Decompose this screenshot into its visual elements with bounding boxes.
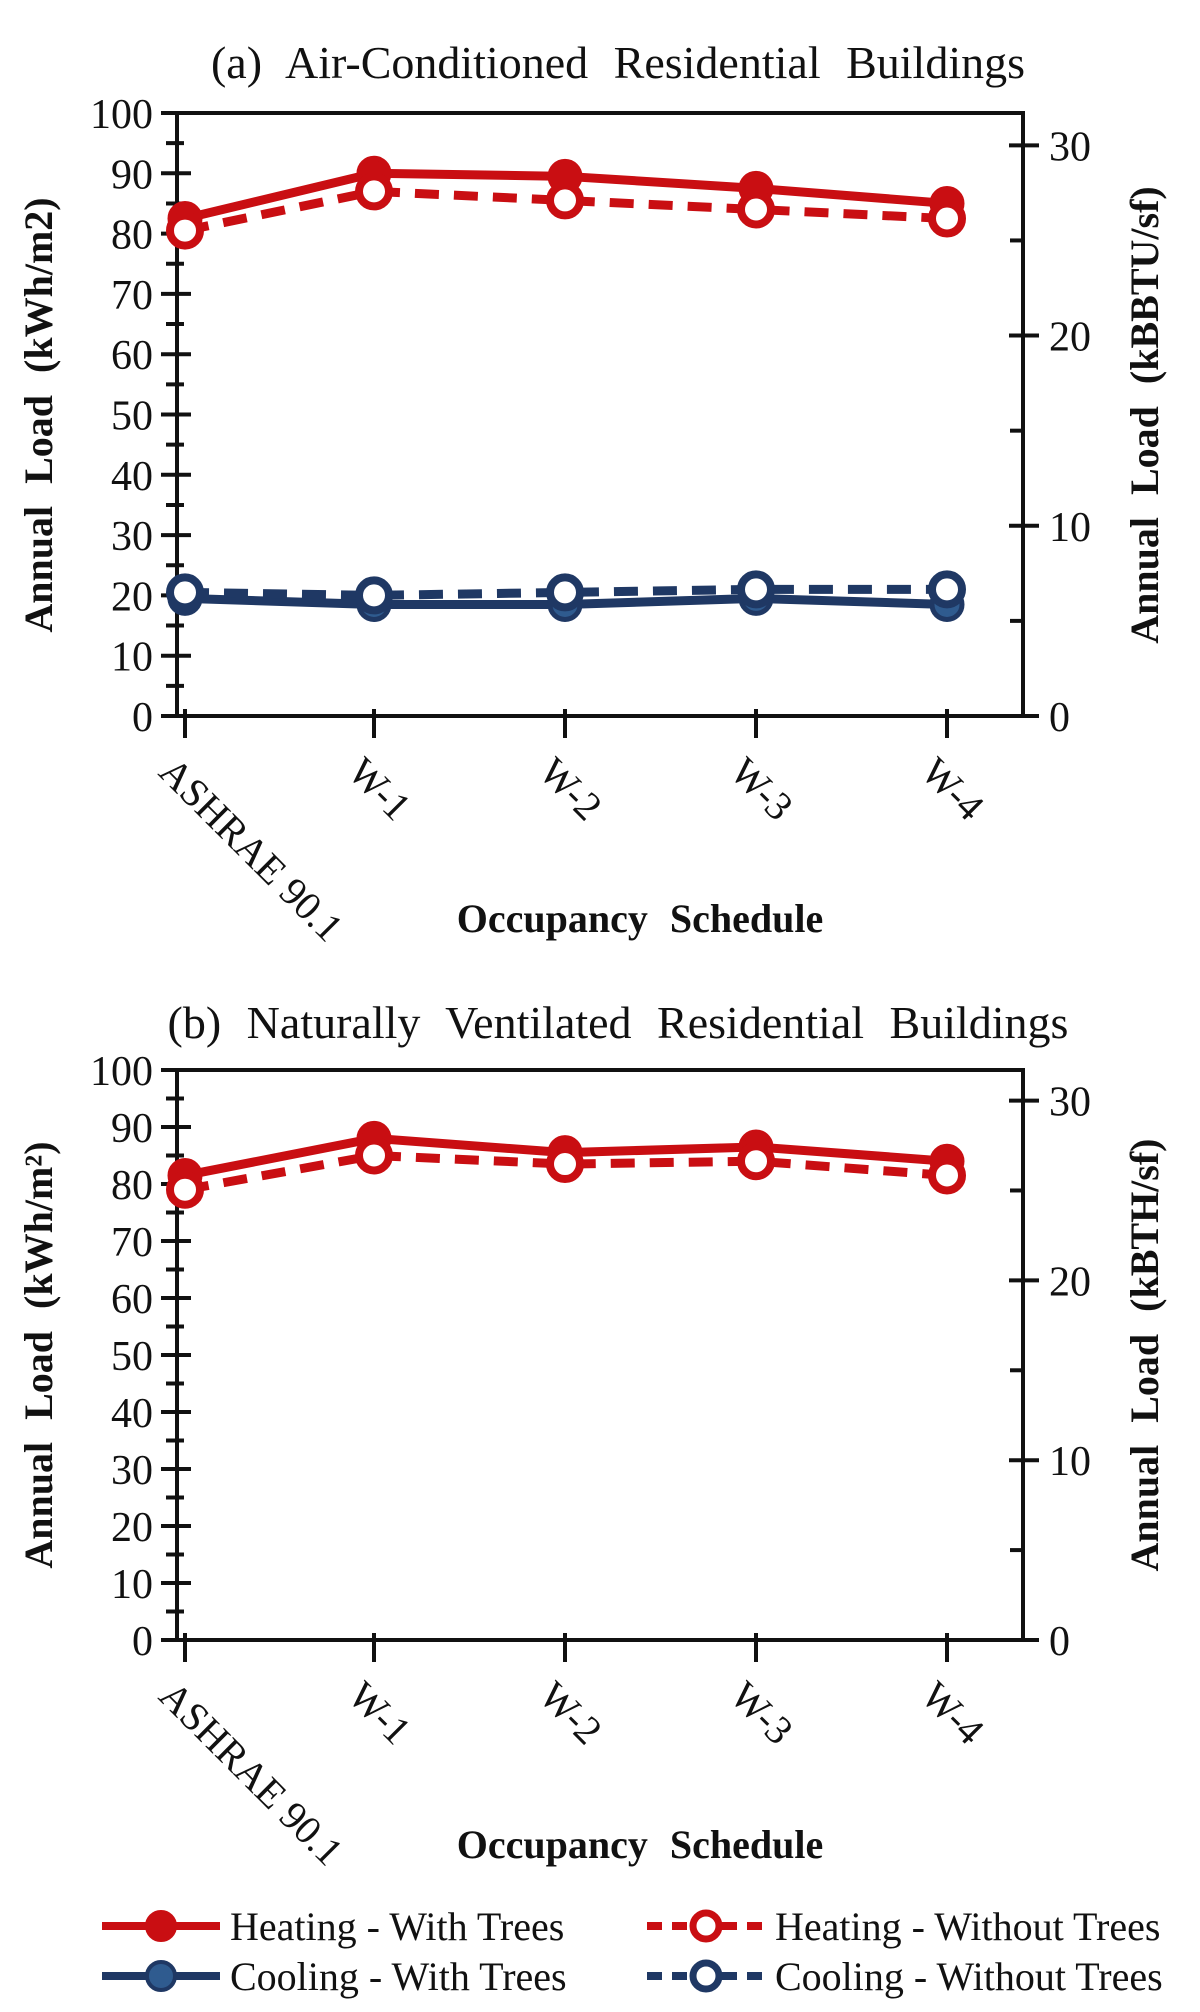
category-label: W-2 — [530, 1672, 612, 1754]
chart-b-title: (b) Naturally Ventilated Residential Buildings — [167, 997, 1069, 1048]
left-y-tick-label: 100 — [90, 92, 153, 138]
left-y-tick-label: 10 — [111, 634, 153, 681]
data-point-marker — [932, 1160, 962, 1190]
legend-item-heating-with-trees — [100, 1903, 645, 1949]
right-y-tick-label: 0 — [1049, 1619, 1070, 1665]
data-point-marker — [550, 185, 580, 215]
left-y-tick-label: 60 — [111, 333, 153, 380]
left-y-tick-label: 50 — [111, 393, 153, 440]
data-point-marker — [170, 216, 200, 246]
data-point-marker — [741, 194, 771, 224]
category-label: W-1 — [339, 748, 421, 830]
legend-sample-heating-without-trees-icon — [645, 1906, 767, 1946]
category-label: ASHRAE 90.1 — [150, 1672, 353, 1875]
legend-label: Heating - With Trees — [230, 1903, 565, 1949]
chart-a-x-axis-title: Occupancy Schedule — [456, 896, 824, 941]
category-label: W-3 — [721, 1672, 803, 1754]
left-y-tick-label: 90 — [111, 152, 153, 199]
data-point-marker — [741, 1146, 771, 1176]
data-point-marker — [550, 1149, 580, 1179]
left-y-tick-label: 10 — [111, 1562, 153, 1608]
legend — [100, 1903, 1200, 1999]
chart-a-left-y-axis-title: Annual Load (kWh/m2) — [16, 197, 61, 633]
chart-b-right-y-axis-title: Annual Load (kBTH/sf) — [1122, 1138, 1167, 1572]
data-point-marker — [741, 574, 771, 604]
right-y-tick-label: 10 — [1049, 1439, 1091, 1486]
legend-label: Heating - Without Trees — [775, 1903, 1161, 1949]
right-y-tick-label: 20 — [1049, 1259, 1091, 1306]
data-point-marker — [932, 204, 962, 234]
category-label: W-1 — [339, 1672, 421, 1754]
left-y-tick-label: 80 — [111, 1163, 153, 1209]
data-point-marker — [359, 176, 389, 206]
right-y-tick-label: 30 — [1049, 1079, 1091, 1126]
right-y-tick-label: 0 — [1049, 695, 1070, 741]
chart-a-plot-area — [90, 92, 1091, 950]
right-y-tick-label: 20 — [1049, 314, 1091, 361]
legend-item-cooling-without-trees — [645, 1953, 1200, 1999]
data-point-marker — [359, 1141, 389, 1171]
legend-label: Cooling - Without Trees — [775, 1953, 1163, 1999]
legend-sample-heating-with-trees-icon — [100, 1906, 222, 1946]
left-y-tick-label: 20 — [111, 574, 153, 621]
right-y-tick-label: 30 — [1049, 124, 1091, 171]
chart-a-right-y-axis-title: Annual Load (kBBTU/sf) — [1122, 186, 1167, 644]
chart-b — [16, 997, 1167, 1874]
category-label: W-3 — [721, 748, 803, 830]
chart-a-title: (a) Air-Conditioned Residential Buildings — [210, 37, 1026, 88]
legend-item-heating-without-trees — [645, 1903, 1200, 1949]
left-y-tick-label: 20 — [111, 1505, 153, 1551]
data-point-marker — [170, 577, 200, 607]
left-y-tick-label: 30 — [111, 514, 153, 561]
category-label: W-4 — [912, 748, 994, 830]
left-y-tick-label: 60 — [111, 1277, 153, 1323]
chart-a — [16, 37, 1167, 950]
category-label: W-2 — [530, 748, 612, 830]
left-y-tick-label: 100 — [90, 1049, 153, 1095]
data-point-marker — [932, 574, 962, 604]
left-y-tick-label: 50 — [111, 1334, 153, 1380]
left-y-tick-label: 0 — [132, 695, 153, 741]
left-y-tick-label: 70 — [111, 1220, 153, 1266]
legend-label: Cooling - With Trees — [230, 1953, 567, 1999]
chart-b-x-axis-title: Occupancy Schedule — [456, 1822, 824, 1867]
left-y-tick-label: 70 — [111, 272, 153, 319]
left-y-tick-label: 30 — [111, 1448, 153, 1494]
data-point-marker — [170, 1175, 200, 1205]
left-y-tick-label: 40 — [111, 453, 153, 500]
chart-b-plot-area — [90, 1049, 1091, 1874]
category-label: ASHRAE 90.1 — [150, 748, 353, 951]
data-point-marker — [359, 580, 389, 610]
legend-sample-cooling-without-trees-icon — [645, 1956, 767, 1996]
left-y-tick-label: 80 — [111, 212, 153, 259]
legend-sample-cooling-with-trees-icon — [100, 1956, 222, 1996]
legend-item-cooling-with-trees — [100, 1953, 645, 1999]
category-label: W-4 — [912, 1672, 994, 1754]
left-y-tick-label: 90 — [111, 1106, 153, 1152]
data-point-marker — [550, 577, 580, 607]
right-y-tick-label: 10 — [1049, 504, 1091, 551]
chart-b-left-y-axis-title: Annual Load (kWh/m²) — [16, 1141, 61, 1569]
left-y-tick-label: 0 — [132, 1619, 153, 1665]
left-y-tick-label: 40 — [111, 1391, 153, 1437]
